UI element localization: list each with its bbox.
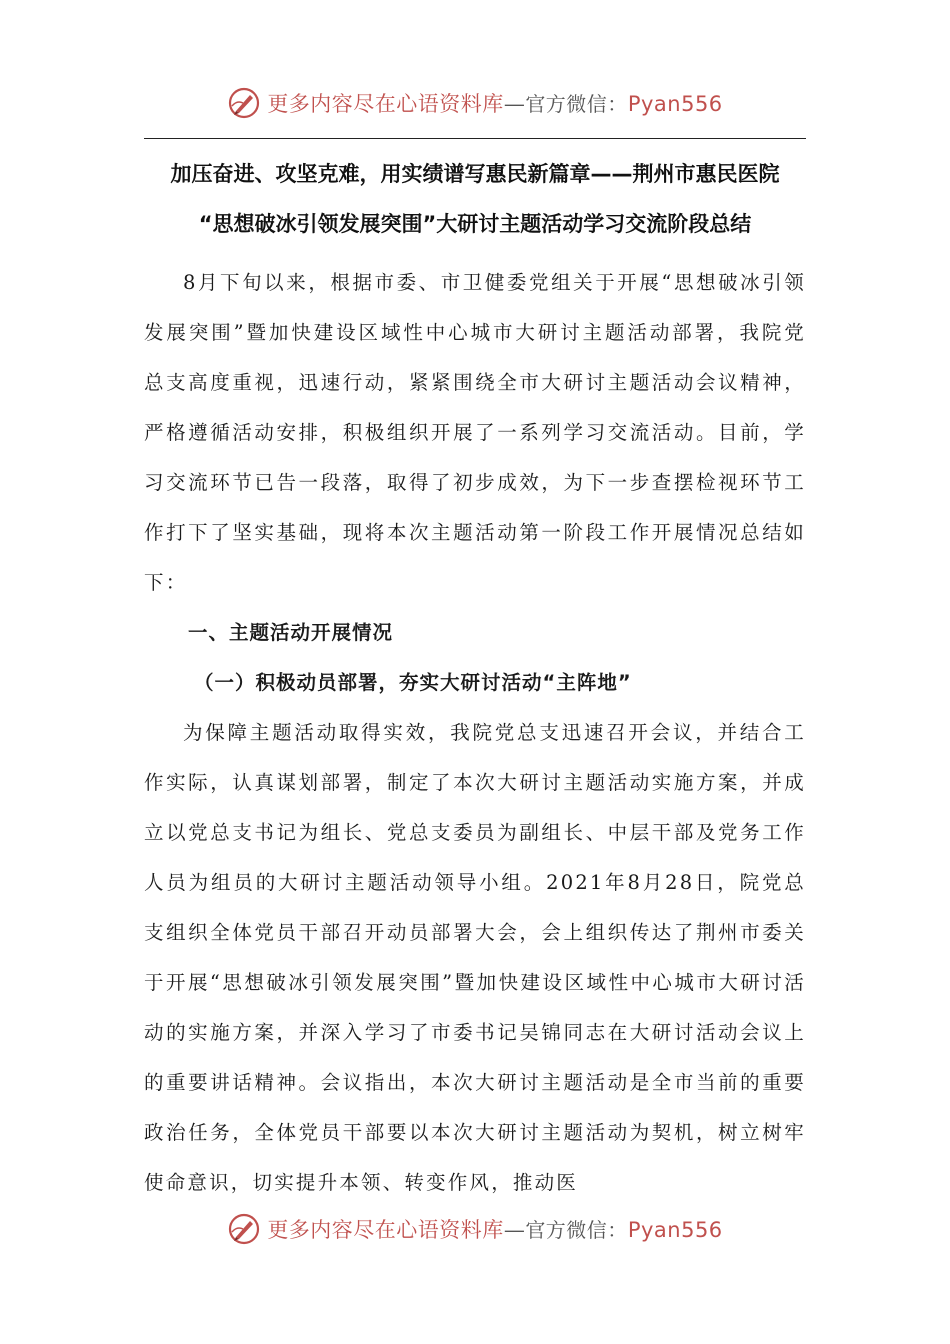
- section-heading: 一、主题活动开展情况: [188, 621, 394, 644]
- pen-logo-icon: [227, 86, 261, 120]
- subsection-heading: （一）积极动员部署，夯实大研讨活动“主阵地”: [194, 671, 632, 694]
- document-title-line-1: 加压奋进、攻坚克难，用实绩谱写惠民新篇章——荆州市惠民医院: [170, 162, 780, 186]
- paragraph-mobilization: 为保障主题活动取得实效，我院党总支迅速召开会议，并结合工作实际，认真谋划部署，制定了本次大研讨主题活动实施方案，并成立以党总支书记为组长、党总支委员为副组长、中层干部及党务工作人员为组员的大研讨主题活动领导小组。2021年8月28日，院党总支组织全体党员干部召开动员部署大会，会上组织传达了荆州市委关于开展“思想破冰引领发展突围”暨加快建设区域性中心城市大研讨活动的实施方案，并深入学习了市委书记吴锦同志在大研讨活动会议上的重要讲话精神。会议指出，本次大研讨主题活动是全市当前的重要政治任务，全体党员干部要以本次大研讨主题活动为契机，树立树牢使命意识，切实提升本领、转变作风，推动医: [144, 721, 806, 1194]
- banner-text: 更多内容尽在心语资料库—官方微信：Pyan556: [267, 1218, 723, 1242]
- paragraph-intro: 8月下旬以来，根据市委、市卫健委党组关于开展“思想破冰引领发展突围”暨加快建设区域性中心城市大研讨主题活动部署，我院党总支高度重视，迅速行动，紧紧围绕全市大研讨主题活动会议精神，严格遵循活动安排，积极组织开展了一系列学习交流活动。目前，学习交流环节已告一段落，取得了初步成效，为下一步查摆检视环节工作打下了坚实基础，现将本次主题活动第一阶段工作开展情况总结如下：: [144, 271, 806, 594]
- document-title-line-2: “思想破冰引领发展突围”大研讨主题活动学习交流阶段总结: [198, 212, 752, 236]
- header-divider: [144, 138, 806, 139]
- banner-text: 更多内容尽在心语资料库—官方微信：Pyan556: [267, 92, 723, 116]
- header-banner: [0, 83, 950, 123]
- pen-logo-icon: [227, 1212, 261, 1246]
- footer-banner: [0, 1209, 950, 1249]
- document-body: [144, 258, 806, 1208]
